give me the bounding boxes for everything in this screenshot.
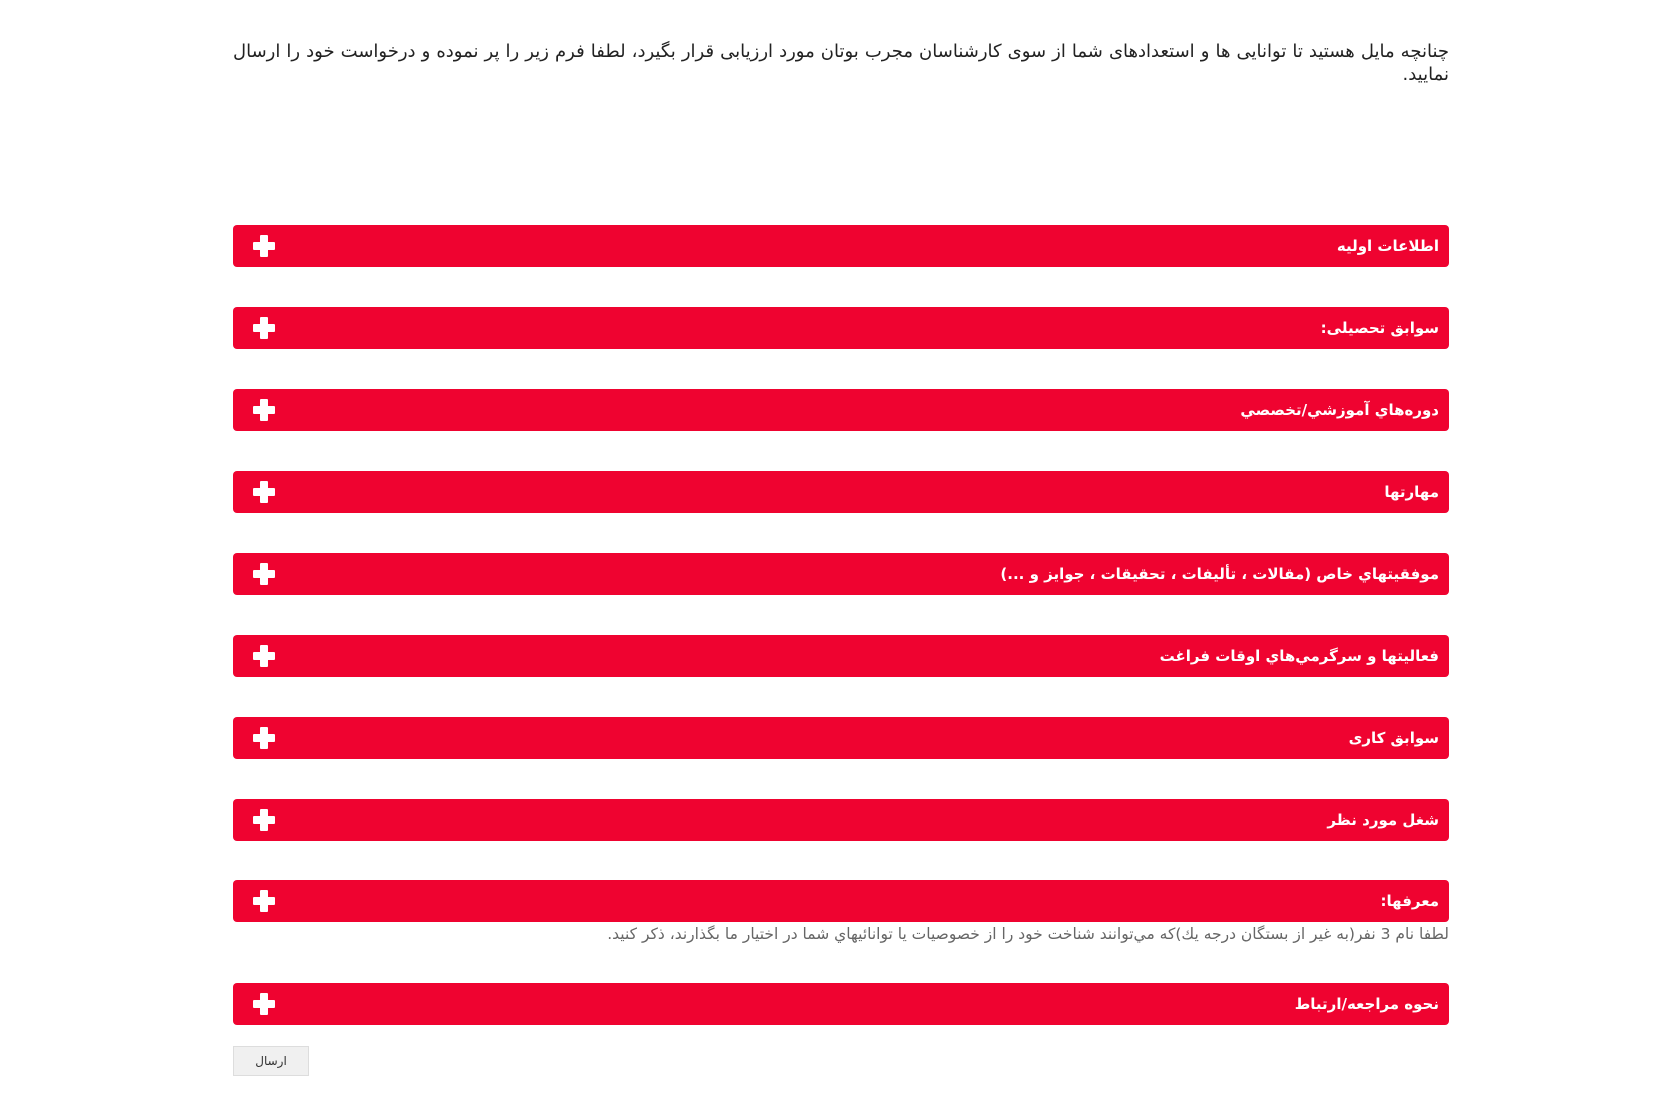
section-title: مهارتها bbox=[1384, 483, 1439, 501]
plus-icon[interactable] bbox=[253, 563, 275, 585]
plus-icon[interactable] bbox=[253, 317, 275, 339]
section-title: فعالیتها و سرگرمي‌هاي اوقات فراغت bbox=[1159, 647, 1439, 665]
section-title: سوابق تحصیلی: bbox=[1320, 319, 1439, 337]
plus-icon[interactable] bbox=[253, 481, 275, 503]
section-title: معرفها: bbox=[1380, 892, 1439, 910]
submit-button[interactable]: ارسال bbox=[233, 1046, 309, 1076]
section-title: نحوه مراجعه/ارتباط bbox=[1294, 995, 1439, 1013]
referrers-note: لطفا نام 3 نفر(به غير از بستگان درجه يك)كه مي‌توانند شناخت خود را از خصوصيات يا توانائيهاي شما در اختيار ما بگذارند، ذكر كنيد. bbox=[607, 925, 1449, 943]
plus-icon[interactable] bbox=[253, 993, 275, 1015]
section-contact-method[interactable] bbox=[233, 983, 1449, 1025]
section-achievements[interactable] bbox=[233, 553, 1449, 595]
plus-icon[interactable] bbox=[253, 890, 275, 912]
section-education[interactable] bbox=[233, 307, 1449, 349]
plus-icon[interactable] bbox=[253, 809, 275, 831]
section-title: شغل مورد نظر bbox=[1327, 811, 1439, 829]
section-title: موفقيتهاي خاص (مقالات ، تأليفات ، تحقيقات ، جوايز و ...) bbox=[1000, 565, 1439, 583]
section-basic-info[interactable] bbox=[233, 225, 1449, 267]
section-title: دوره‌هاي آموزشي/تخصصي bbox=[1240, 401, 1439, 419]
plus-icon[interactable] bbox=[253, 645, 275, 667]
section-skills[interactable] bbox=[233, 471, 1449, 513]
section-referrers[interactable] bbox=[233, 880, 1449, 922]
section-title: اطلاعات اولیه bbox=[1336, 237, 1439, 255]
section-courses[interactable] bbox=[233, 389, 1449, 431]
intro-text: چنانچه مایل هستید تا توانایی ها و استعدادهای شما از سوی کارشناسان مجرب بوتان مورد ارزیابی قرار بگیرد، لطفا فرم زیر را پر نموده و درخواست خود را ارسال نمایید. bbox=[233, 41, 1449, 85]
section-desired-job[interactable] bbox=[233, 799, 1449, 841]
section-hobbies[interactable] bbox=[233, 635, 1449, 677]
section-work-history[interactable] bbox=[233, 717, 1449, 759]
section-title: سوابق کاری bbox=[1348, 729, 1439, 747]
plus-icon[interactable] bbox=[253, 235, 275, 257]
plus-icon[interactable] bbox=[253, 399, 275, 421]
plus-icon[interactable] bbox=[253, 727, 275, 749]
